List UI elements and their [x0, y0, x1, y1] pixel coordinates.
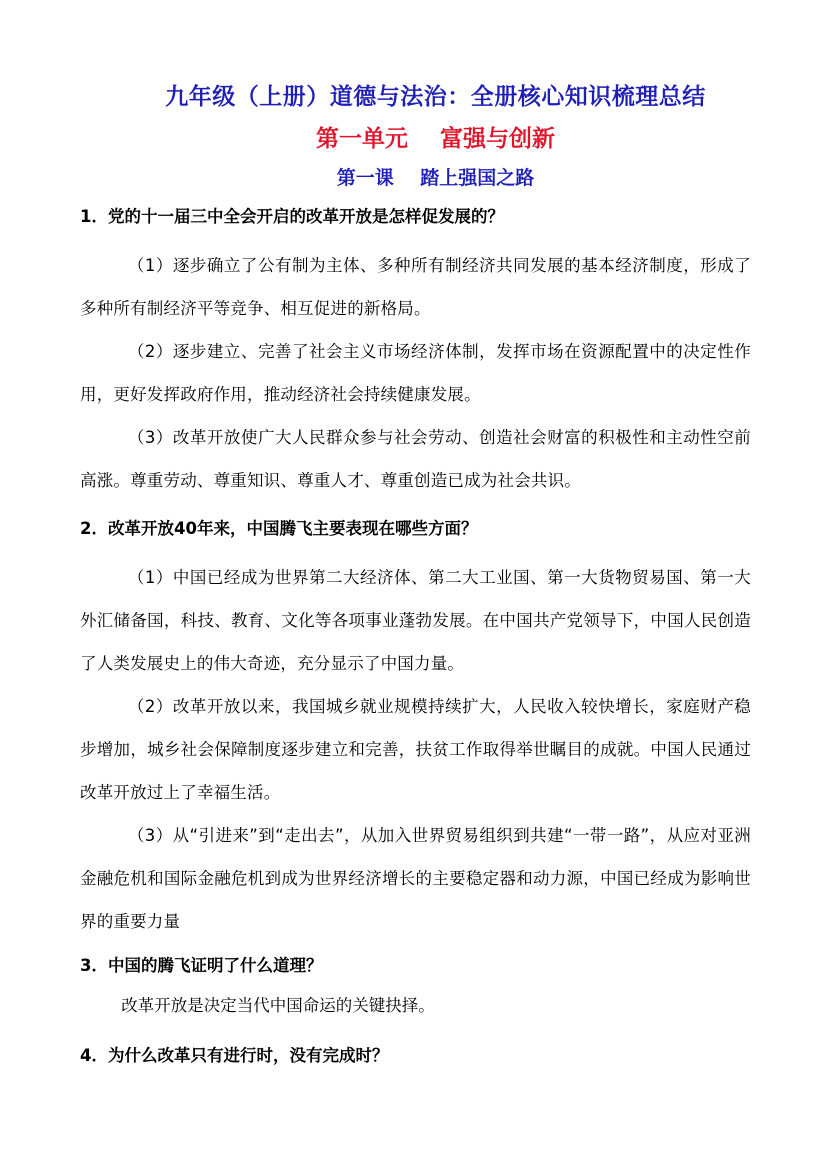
question-section-3	[80, 953, 751, 1019]
question-heading: 2．改革开放40年来，中国腾飞主要表现在哪些方面？	[80, 519, 478, 538]
question-section-1	[80, 204, 751, 502]
answer-paragraph: （3）改革开放使广大人民群众参与社会劳动、创造社会财富的积极性和主动性空前高涨。尊重劳动、尊重知识、尊重人才、尊重创造已成为社会共识。	[80, 428, 751, 490]
question-heading: 4．为什么改革只有进行时，没有完成时？	[80, 1046, 389, 1065]
answer-paragraph: （2）逐步建立、完善了社会主义市场经济体制，发挥市场在资源配置中的决定性作用，更好发挥政府作用，推动经济社会持续健康发展。	[80, 342, 751, 404]
answer-paragraph: （2）改革开放以来，我国城乡就业规模持续扩大，人民收入较快增长，家庭财产稳步增加，城乡社会保障制度逐步建立和完善，扶贫工作取得举世瞩目的成就。中国人民通过改革开放过上了幸福生活。	[80, 697, 751, 802]
document-title: 九年级（上册）道德与法治：全册核心知识梳理总结	[165, 84, 706, 110]
answer-text: 改革开放是决定当代中国命运的关键抉择。	[121, 996, 435, 1015]
question-heading: 1．党的十一届三中全会开启的改革开放是怎样促发展的？	[80, 207, 504, 226]
answer-paragraph: （1）逐步确立了公有制为主体、多种所有制经济共同发展的基本经济制度，形成了多种所有制经济平等竞争、相互促进的新格局。	[80, 256, 751, 318]
question-heading: 3．中国的腾飞证明了什么道理？	[80, 956, 323, 975]
answer-paragraph: （1）中国已经成为世界第二大经济体、第二大工业国、第一大货物贸易国、第一大外汇储备国，科技、教育、文化等各项事业蓬勃发展。在中国共产党领导下，中国人民创造了人类发展史上的伟大奇迹，充分显示了中国力量。	[80, 568, 751, 673]
answer-paragraph: （3）从“引进来”到“走出去”，从加入世界贸易组织到共建“一带一路”，从应对亚洲金融危机和国际金融危机到成为世界经济增长的主要稳定器和动力源，中国已经成为影响世界的重要力量	[80, 826, 751, 931]
question-section-4	[80, 1043, 751, 1069]
unit-heading: 第一单元 富强与创新	[315, 126, 556, 152]
question-section-2	[80, 516, 751, 943]
lesson-heading: 第一课 踏上强国之路	[336, 167, 535, 189]
